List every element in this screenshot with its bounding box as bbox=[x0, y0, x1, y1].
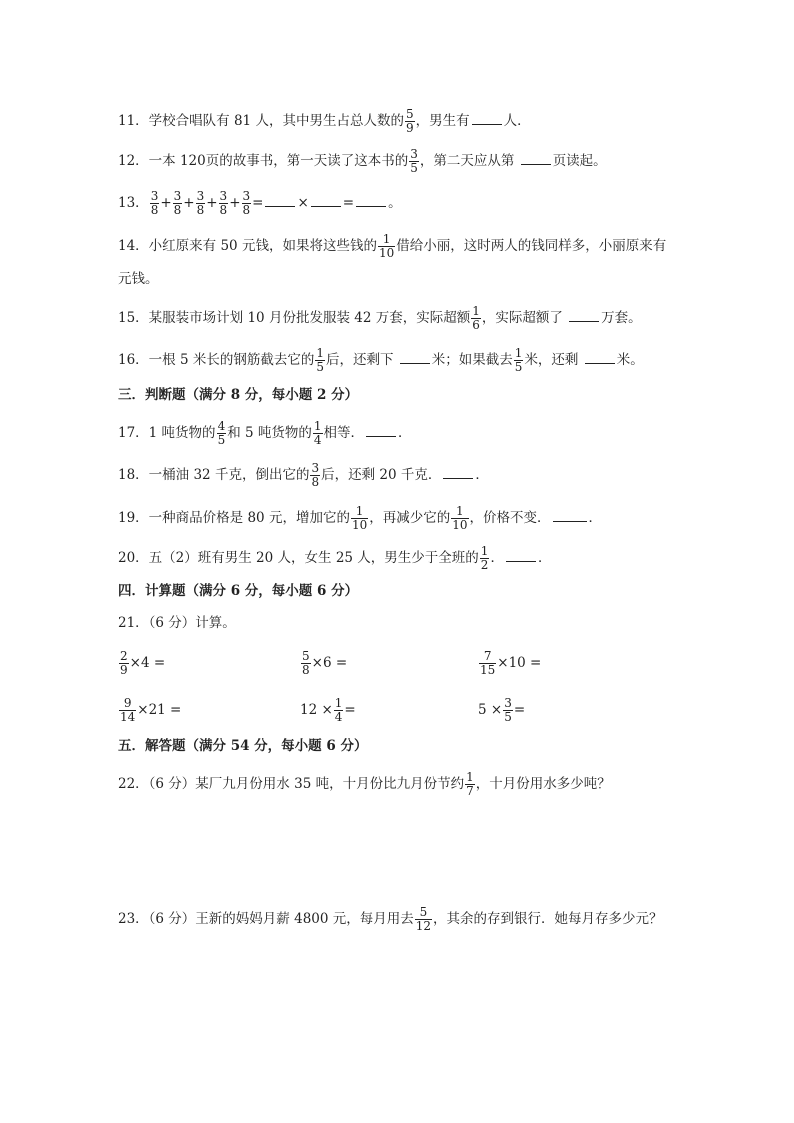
fraction: $\frac{1}{10}$ bbox=[351, 504, 368, 532]
question-15: 15．某服装市场计划 10 月份批发服装 42 万套，实际超额 $\frac{1}{6}$ ，实际超额了 万套。 bbox=[118, 304, 642, 332]
fraction: $\frac{3}{8}$ bbox=[173, 189, 182, 217]
calc-item-1: $\frac{2}{9}$ ×4 = bbox=[120, 649, 166, 677]
answer-blank[interactable] bbox=[553, 509, 587, 522]
answer-blank[interactable] bbox=[265, 194, 295, 207]
question-14: 14．小红原来有 50 元钱，如果将这些钱的 $\frac{1}{10}$ 借给小丽，这时两人的钱同样多，小丽原来有 bbox=[118, 232, 667, 260]
fraction: $\frac{5}{12}$ bbox=[415, 905, 432, 933]
fraction: $\frac{1}{10}$ bbox=[452, 504, 468, 532]
question-20: 20．五（2）班有男生 20 人，女生 25 人，男生少于全班的 $\frac{1}{2}$ ． ． bbox=[118, 544, 552, 572]
fraction: $\frac{1}{7}$ bbox=[466, 770, 474, 798]
question-21-title: 21．（6 分）计算。 bbox=[118, 615, 236, 631]
fraction: $\frac{1}{6}$ bbox=[472, 304, 480, 332]
answer-blank[interactable] bbox=[521, 152, 551, 165]
question-18: 18．一桶油 32 千克，倒出它的 $\frac{3}{8}$ 后，还剩 20 千克． ． bbox=[118, 461, 489, 489]
answer-blank[interactable] bbox=[400, 351, 430, 364]
section-3-heading: 三．判断题（满分 8 分，每小题 2 分） bbox=[118, 387, 359, 403]
calc-item-6: 5 × $\frac{3}{5}$ = bbox=[478, 696, 526, 724]
question-22: 22．（6 分）某厂九月份用水 35 吨，十月份比九月份节约 $\frac{1}{7}$ ，十月份用水多少吨？ bbox=[118, 770, 611, 798]
answer-blank[interactable] bbox=[443, 466, 473, 479]
answer-blank[interactable] bbox=[366, 424, 396, 437]
calc-item-5: 12 × $\frac{1}{4}$ = bbox=[300, 696, 356, 724]
answer-blank[interactable] bbox=[506, 549, 536, 562]
question-13: 13． $\frac{3}{8}$ + $\frac{3}{8}$ + $\frac{3}{8}$ + $\frac{3}{8}$ + $\frac{3}{8}$ = × = 。 bbox=[118, 189, 402, 217]
fraction: $\frac{5}{8}$ bbox=[302, 649, 310, 677]
fraction: $\frac{9}{14}$ bbox=[120, 696, 136, 724]
question-11: 11．学校合唱队有 81 人，其中男生占总人数的 $\frac{5}{9}$ ，男生有 人． bbox=[118, 107, 531, 135]
answer-blank[interactable] bbox=[569, 309, 599, 322]
question-23: 23．（6 分）王新的妈妈月薪 4800 元，每月用去 $\frac{5}{12}$ ，其余的存到银行．她每月存多少元？ bbox=[118, 905, 663, 933]
answer-blank[interactable] bbox=[585, 351, 615, 364]
fraction: $\frac{1}{4}$ bbox=[313, 419, 322, 447]
calc-item-4: $\frac{9}{14}$ ×21 = bbox=[120, 696, 182, 724]
fraction: $\frac{4}{5}$ bbox=[217, 419, 226, 447]
section-4-heading: 四．计算题（满分 6 分，每小题 6 分） bbox=[118, 583, 359, 599]
answer-blank[interactable] bbox=[311, 194, 341, 207]
fraction: $\frac{3}{8}$ bbox=[311, 461, 320, 489]
fraction: $\frac{1}{5}$ bbox=[514, 346, 523, 374]
question-14-cont: 元钱。 bbox=[118, 271, 159, 287]
question-19: 19．一种商品价格是 80 元，增加它的 $\frac{1}{10}$ ，再减少它的 $\frac{1}{10}$ ，价格不变． ． bbox=[118, 504, 603, 532]
question-17: 17．1 吨货物的 $\frac{4}{5}$ 和 5 吨货物的 $\frac{1}{4}$ 相等． ． bbox=[118, 419, 412, 447]
section-5-heading: 五．解答题（满分 54 分，每小题 6 分） bbox=[118, 738, 368, 754]
question-12: 12．一本 120页的故事书，第一天读了这本书的 $\frac{3}{5}$ ，第二天应从第 页读起。 bbox=[118, 147, 607, 175]
answer-blank[interactable] bbox=[472, 112, 502, 125]
fraction: $\frac{3}{5}$ bbox=[504, 696, 512, 724]
fraction: $\frac{1}{4}$ bbox=[334, 696, 343, 724]
fraction: $\frac{3}{8}$ bbox=[242, 189, 251, 217]
fraction: $\frac{1}{10}$ bbox=[378, 232, 395, 260]
answer-blank[interactable] bbox=[356, 194, 386, 207]
fraction: $\frac{3}{5}$ bbox=[410, 147, 418, 175]
fraction: $\frac{3}{8}$ bbox=[150, 189, 159, 217]
fraction: $\frac{1}{2}$ bbox=[480, 544, 489, 572]
fraction: $\frac{2}{9}$ bbox=[120, 649, 128, 677]
fraction: $\frac{1}{5}$ bbox=[316, 346, 324, 374]
fraction: $\frac{7}{15}$ bbox=[480, 649, 496, 677]
fraction: $\frac{3}{8}$ bbox=[219, 189, 228, 217]
fraction: $\frac{3}{8}$ bbox=[196, 189, 205, 217]
question-16: 16．一根 5 米长的钢筋截去它的 $\frac{1}{5}$ 后，还剩下 米；如果截去 $\frac{1}{5}$ 米，还剩 米。 bbox=[118, 346, 644, 374]
calc-item-2: $\frac{5}{8}$ ×6 = bbox=[302, 649, 348, 677]
fraction: $\frac{5}{9}$ bbox=[405, 107, 414, 135]
calc-item-3: $\frac{7}{15}$ ×10 = bbox=[480, 649, 542, 677]
